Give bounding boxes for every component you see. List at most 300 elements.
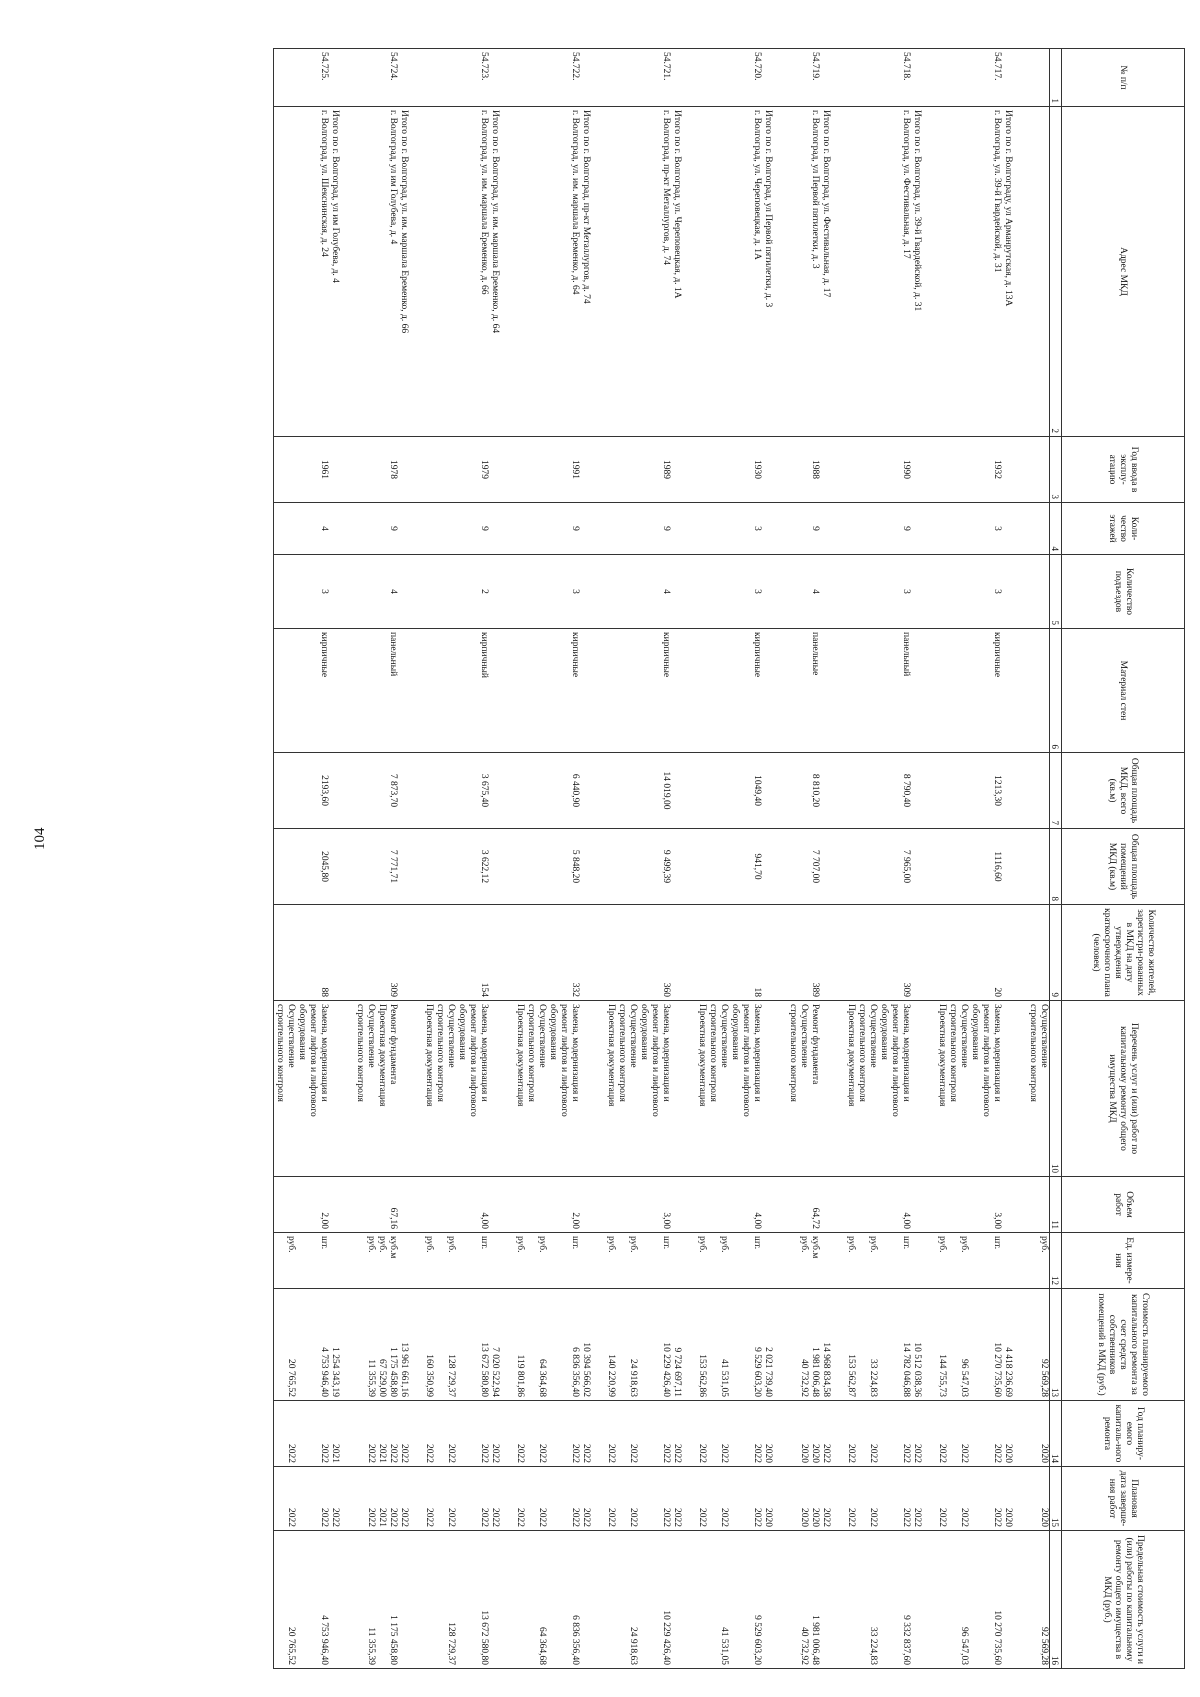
cost: 9 529 603,20: [752, 1347, 762, 1397]
empty-cell: [671, 753, 696, 829]
repair-year: 2022: [752, 1444, 762, 1463]
house-address: г. Волгоград, ул Первой пятилетки, д. 3: [810, 110, 820, 269]
total-completion-year: 2022: [330, 1508, 340, 1527]
total-area-cell: [514, 753, 580, 829]
unit: руб.: [366, 1236, 376, 1253]
empty-cell: [329, 829, 354, 905]
total-label: Итого по г. Волгоград, ул им Голубева, д. 4: [330, 110, 340, 283]
floors: 3: [992, 526, 1002, 531]
total-completion-year: 2022: [399, 1508, 409, 1527]
total-label-cell: [820, 107, 845, 437]
empty-cell: [489, 629, 514, 753]
limit-cost: [423, 1534, 434, 1665]
work-name: Проектная документация: [377, 1004, 387, 1107]
year-built: 1932: [992, 460, 1002, 479]
total-completion-year-cell: [820, 1467, 845, 1531]
residents-count: 332: [570, 982, 580, 997]
limit-cost-list-cell: [514, 1531, 580, 1669]
row-number: 54.724.: [388, 52, 398, 81]
floors: 9: [570, 526, 580, 531]
column-number-15: 15: [1050, 1467, 1062, 1531]
house-row: [787, 49, 820, 1669]
empty-cell: [671, 1177, 696, 1233]
empty-cell: [329, 437, 354, 503]
empty-cell: [329, 753, 354, 829]
cost-list-cell: [936, 1289, 1002, 1401]
column-header-15: Плановая дата заверше-ния работ: [1062, 1467, 1185, 1531]
empty-cell: [911, 49, 936, 107]
house-row: [423, 49, 489, 1669]
unit-cell: [1027, 1233, 1050, 1289]
rotated-table-wrapper: [55, 48, 1185, 1668]
empty-cell: [489, 1531, 514, 1669]
empty-cell: [820, 555, 845, 629]
empty-cell: [1027, 437, 1050, 503]
empty-cell: [580, 1233, 605, 1289]
unit: руб.: [799, 1236, 809, 1253]
empty-cell: [820, 503, 845, 555]
work-list-cell: [514, 1001, 580, 1177]
total-cost: 7 020 522,94: [490, 1347, 500, 1397]
column-header-10: Перечень услуг и (или) работ по капитальному ремонту общего имущества МКД: [1062, 1001, 1185, 1177]
cost: 14 782 046,88: [901, 1342, 911, 1397]
volume: [707, 1180, 729, 1229]
unit: шт.: [319, 1236, 329, 1250]
premises-area: 1116,60: [992, 851, 1002, 882]
wall-material-cell: [423, 629, 489, 753]
work-name: Замена, модернизация и ремонт лифтов и лифтового оборудования: [970, 1004, 1002, 1117]
empty-cell: [1002, 829, 1027, 905]
repair-year: 2020: [1039, 1444, 1049, 1463]
floors: 3: [752, 526, 762, 531]
empty-cell: [762, 1001, 787, 1177]
cost: 13 672 580,80: [479, 1342, 489, 1397]
entrances: 4: [388, 589, 398, 594]
empty-cell: [398, 555, 423, 629]
address-cell: [696, 107, 762, 437]
total-repair-year-cell: [762, 1401, 787, 1467]
work-list-cell: [423, 1001, 489, 1177]
unit-list-cell: [696, 1233, 762, 1289]
column-header-12: Ед. измере-ния: [1062, 1233, 1185, 1289]
unit: руб.: [424, 1236, 434, 1253]
column-header-7: Общая площадь МКД, всего (кв.м): [1062, 753, 1185, 829]
repair-year: 2021: [377, 1444, 387, 1463]
entrances-cell: [696, 555, 762, 629]
premises-area-cell: [514, 829, 580, 905]
cost: 6 836 356,40: [570, 1347, 580, 1397]
total-row: [489, 49, 514, 1669]
unit: руб.: [515, 1236, 525, 1253]
premises-area: 941,70: [752, 853, 762, 880]
unit: руб.: [1039, 1236, 1049, 1253]
cost: 40 732,92: [799, 1359, 809, 1397]
work-name: Проектная документация: [606, 1004, 616, 1107]
residents-count: 309: [901, 982, 911, 997]
column-number-7: 7: [1050, 753, 1062, 829]
column-number-8: 8: [1050, 829, 1062, 905]
total-area: 2193,60: [319, 775, 329, 806]
empty-cell: [398, 49, 423, 107]
entrances: 3: [752, 589, 762, 594]
residents-cell: [696, 905, 762, 1001]
year-built: 1988: [810, 460, 820, 479]
total-completion-year-cell: [398, 1467, 423, 1531]
completion-year: 2022: [515, 1508, 525, 1527]
total-completion-year: 2022: [821, 1508, 831, 1527]
row-number-cell: [787, 49, 820, 107]
year-built-cell: [845, 437, 911, 503]
total-row: [820, 49, 845, 1669]
row-number-cell: [354, 49, 398, 107]
total-completion-year: 2020: [1003, 1508, 1013, 1527]
completion-year-cell: [1027, 1467, 1050, 1531]
wall-material-cell: [354, 629, 398, 753]
house-address: г. Волгоград, ул. Шекснинская, д. 24: [319, 110, 329, 257]
unit: шт.: [992, 1236, 1002, 1250]
premises-area: 2045,80: [319, 851, 329, 882]
residents-cell: [605, 905, 671, 1001]
limit-cost: [605, 1534, 616, 1665]
volume: 2,00: [570, 1212, 580, 1229]
volume: 3,00: [992, 1212, 1002, 1229]
work-name: Замена, модернизация и ремонт лифтов и лифтового оборудования: [297, 1004, 329, 1117]
limit-cost-list-cell: [696, 1531, 762, 1669]
empty-cell: [1002, 437, 1027, 503]
empty-cell: [329, 1001, 354, 1177]
row-number: 54.719.: [810, 52, 820, 81]
unit-list-cell: [274, 1233, 330, 1289]
empty-cell: [329, 555, 354, 629]
empty-cell: [489, 1177, 514, 1233]
year-built-cell: [423, 437, 489, 503]
empty-cell: [671, 629, 696, 753]
premises-area-cell: [605, 829, 671, 905]
column-number-4: 4: [1050, 503, 1062, 555]
total-completion-year-cell: [1002, 1467, 1027, 1531]
volume: [696, 1180, 707, 1229]
entrances: 3: [319, 589, 329, 594]
cost: 10 229 426,40: [661, 1342, 671, 1397]
column-number-9: 9: [1050, 905, 1062, 1001]
unit: руб.: [377, 1236, 387, 1253]
empty-cell: [762, 629, 787, 753]
year-built: 1979: [479, 460, 489, 479]
completion-year-list-cell: [696, 1467, 762, 1531]
floors: 9: [901, 526, 911, 531]
empty-cell: [489, 753, 514, 829]
entrances-cell: [354, 555, 398, 629]
column-header-2: Адрес МКД: [1062, 107, 1185, 437]
floors-cell: [514, 503, 580, 555]
cost: 119 801,86: [515, 1354, 525, 1397]
unit: руб.: [959, 1236, 969, 1253]
entrances: 2: [479, 589, 489, 594]
cost: 10 270 735,60: [992, 1342, 1002, 1397]
work-list-cell: [696, 1001, 762, 1177]
volume: [845, 1180, 856, 1229]
repair-year: 2022: [606, 1444, 616, 1463]
cost: 1 981 006,48: [810, 1347, 820, 1397]
floors-cell: [936, 503, 1002, 555]
row-number: 54.722.: [570, 52, 580, 81]
empty-cell: [1027, 829, 1050, 905]
premises-area-cell: [787, 829, 820, 905]
empty-cell: [671, 829, 696, 905]
column-number-11: 11: [1050, 1177, 1062, 1233]
work-list-cell: [845, 1001, 911, 1177]
row-number: 54.725.: [319, 52, 329, 81]
premises-area-cell: [696, 829, 762, 905]
completion-year: 2022: [868, 1508, 878, 1527]
limit-cost: [376, 1534, 387, 1665]
unit-list-cell: [514, 1233, 580, 1289]
residents-count: 20: [992, 987, 1002, 997]
wall-material: кирпичные: [992, 632, 1002, 678]
house-row: [936, 49, 1002, 1669]
wall-material-cell: [605, 629, 671, 753]
empty-cell: [580, 629, 605, 753]
table-row: [1027, 49, 1050, 1669]
total-area-cell: [936, 753, 1002, 829]
total-repair-year-cell: [911, 1401, 936, 1467]
volume: 64,72: [810, 1207, 820, 1229]
premises-area: 3 622,12: [479, 849, 489, 884]
empty-cell: [580, 555, 605, 629]
completion-year: 2022: [959, 1508, 969, 1527]
unit: куб.м: [810, 1236, 820, 1259]
unit: руб.: [537, 1236, 547, 1253]
floors-cell: [787, 503, 820, 555]
total-completion-year: 2022: [490, 1508, 500, 1527]
total-repair-year-cell: [398, 1401, 423, 1467]
total-completion-year: 2022: [581, 1508, 591, 1527]
entrances-cell: [423, 555, 489, 629]
total-area-cell: [787, 753, 820, 829]
wall-material-cell: [787, 629, 820, 753]
work-list-cell: [354, 1001, 398, 1177]
completion-year: 2022: [628, 1508, 638, 1527]
total-area: 6 440,90: [570, 773, 580, 808]
house-address: г. Волгоград, ул. им. маршала Еременко, д. 64: [570, 110, 580, 295]
address-cell: [787, 107, 820, 437]
wall-material: панельный: [388, 632, 398, 677]
unit: руб.: [719, 1236, 729, 1253]
cost: 92 569,28: [1039, 1359, 1049, 1397]
row-number: 54.718.: [901, 52, 911, 81]
empty-cell: [329, 49, 354, 107]
cost: 153 562,86: [697, 1354, 707, 1397]
work-name: Осуществление строительного контроля: [857, 1004, 878, 1102]
completion-year: 2022: [846, 1508, 856, 1527]
completion-year: 2022: [937, 1508, 947, 1527]
column-header-9: Количество жителей, зарегистри-рованных в МКД на дату утверждения краткосрочного плана (человек): [1062, 905, 1185, 1001]
volume: 67,16: [388, 1207, 398, 1229]
total-cost: 1 254 343,19: [330, 1347, 340, 1397]
page-number: 104: [32, 827, 48, 850]
row-number-cell: [936, 49, 1002, 107]
total-completion-year: 2022: [912, 1508, 922, 1527]
column-header-3: Год ввода в эксплу-атацию: [1062, 437, 1185, 503]
residents-cell: [354, 905, 398, 1001]
repair-year-list-cell: [354, 1401, 398, 1467]
address-cell: [354, 107, 398, 437]
work-name: Проектная документация: [424, 1004, 434, 1107]
year-built-cell: [354, 437, 398, 503]
total-row: [398, 49, 423, 1669]
wall-material: панельные: [810, 632, 820, 676]
empty-cell: [762, 905, 787, 1001]
row-number: 54.717.: [992, 52, 1002, 81]
empty-cell: [671, 49, 696, 107]
work-name: Ремонт фундамента: [388, 1004, 398, 1085]
cost-list-cell: [423, 1289, 489, 1401]
cost: 4 753 946,40: [319, 1347, 329, 1397]
total-label: Итого по г. Волгограду, ул Арманрутская, д. 13А: [1003, 110, 1013, 307]
empty-cell: [489, 49, 514, 107]
work-name: Ремонт фундамента: [810, 1004, 820, 1085]
table-body: [274, 49, 1050, 1669]
work-list-cell: [605, 1001, 671, 1177]
cost: 153 562,87: [846, 1354, 856, 1397]
empty-cell: [580, 437, 605, 503]
total-repair-year-cell: [580, 1401, 605, 1467]
limit-cost-list-cell: [845, 1531, 911, 1669]
empty-cell: [671, 905, 696, 1001]
entrances: 3: [992, 589, 1002, 594]
premises-area-cell: [354, 829, 398, 905]
empty-cell: [398, 629, 423, 753]
wall-material-cell: [274, 629, 330, 753]
empty-cell: [329, 503, 354, 555]
residents-cell: [787, 905, 820, 1001]
total-repair-year: 2022: [821, 1444, 831, 1463]
total-row: [580, 49, 605, 1669]
work-name: Замена, модернизация и ремонт лифтов и лифтового оборудования: [639, 1004, 671, 1117]
total-cost: 2 021 739,40: [763, 1347, 773, 1397]
total-repair-year: 2020: [1003, 1444, 1013, 1463]
volume: 4,00: [901, 1212, 911, 1229]
limit-cost-list-cell: [274, 1531, 330, 1669]
completion-year-list-cell: [787, 1467, 820, 1531]
unit: руб.: [606, 1236, 616, 1253]
empty-cell: [671, 1001, 696, 1177]
total-area: 1049,40: [752, 775, 762, 806]
entrances-cell: [605, 555, 671, 629]
volume: [354, 1180, 376, 1229]
cost: 1 175 458,80: [388, 1347, 398, 1397]
house-address: г. Волгоград, пр-кт Металлургов, д. 74: [661, 110, 671, 265]
limit-cost: 10 229 426,40: [661, 1610, 671, 1665]
work-list-cell: [787, 1001, 820, 1177]
empty-cell: [911, 905, 936, 1001]
total-repair-year-cell: [1002, 1401, 1027, 1467]
repair-year: 2022: [719, 1444, 729, 1463]
empty-cell: [1002, 1177, 1027, 1233]
unit-list-cell: [354, 1233, 398, 1289]
year-built-cell: [274, 437, 330, 503]
limit-cost-list-cell: [936, 1531, 1002, 1669]
residents-count: 88: [319, 987, 329, 997]
year-built: 1989: [661, 460, 671, 479]
empty-cell: [1002, 1233, 1027, 1289]
repair-year-list-cell: [514, 1401, 580, 1467]
cost-list-cell: [514, 1289, 580, 1401]
capital-repair-table: [273, 48, 1185, 1669]
volume: [605, 1180, 616, 1229]
empty-cell: [911, 437, 936, 503]
wall-material-cell: [936, 629, 1002, 753]
column-number-row: [1050, 49, 1062, 1669]
column-number-3: 3: [1050, 437, 1062, 503]
address-cell: [514, 107, 580, 437]
column-number-10: 10: [1050, 1001, 1062, 1177]
repair-year-list-cell: [696, 1401, 762, 1467]
work-name: Замена, модернизация и ремонт лифтов и лифтового оборудования: [730, 1004, 762, 1117]
repair-year-list-cell: [845, 1401, 911, 1467]
cost: 20 765,52: [286, 1359, 296, 1397]
total-area-cell: [423, 753, 489, 829]
empty-cell: [580, 1531, 605, 1669]
repair-year: 2022: [479, 1444, 489, 1463]
work-name: Осуществление строительного контроля: [788, 1004, 809, 1102]
total-completion-year-cell: [911, 1467, 936, 1531]
total-cost-cell: [329, 1289, 354, 1401]
volume: [787, 1180, 809, 1229]
floors: 9: [479, 526, 489, 531]
empty-cell: [671, 437, 696, 503]
entrances: 3: [901, 589, 911, 594]
cost: 24 918,63: [628, 1359, 638, 1397]
total-label: Итого по г. Волгоград, ул. им. маршала Еременко, д. 64: [490, 110, 500, 334]
limit-cost: 64 364,68: [537, 1627, 547, 1665]
entrances-cell: [274, 555, 330, 629]
volume: [434, 1180, 456, 1229]
residents-count: 18: [752, 987, 762, 997]
row-number-cell: [845, 49, 911, 107]
wall-material: панельный: [901, 632, 911, 677]
total-cost-cell: [671, 1289, 696, 1401]
residents-count: 154: [479, 982, 489, 997]
empty-cell: [580, 829, 605, 905]
repair-year: 2022: [937, 1444, 947, 1463]
column-number-14: 14: [1050, 1401, 1062, 1467]
empty-cell: [762, 555, 787, 629]
repair-year-list-cell: [274, 1401, 330, 1467]
premises-area: 7 771,71: [388, 849, 398, 884]
total-completion-year-cell: [580, 1467, 605, 1531]
cost-list-cell: [354, 1289, 398, 1401]
work-list-cell: [274, 1001, 330, 1177]
work-name: Проектная документация: [515, 1004, 525, 1107]
volume: [856, 1180, 878, 1229]
premises-area-cell: [845, 829, 911, 905]
cost-list-cell: [845, 1289, 911, 1401]
repair-year: 2022: [901, 1444, 911, 1463]
total-area-cell: [354, 753, 398, 829]
wall-material-cell: [696, 629, 762, 753]
completion-year-list-cell: [514, 1467, 580, 1531]
completion-year: 2022: [992, 1508, 1002, 1527]
empty-cell: [911, 829, 936, 905]
unit: руб.: [446, 1236, 456, 1253]
total-cost-cell: [398, 1289, 423, 1401]
empty-cell: [398, 1177, 423, 1233]
completion-year-list-cell: [845, 1467, 911, 1531]
empty-cell: [911, 1001, 936, 1177]
empty-cell: [820, 1233, 845, 1289]
volume-list-cell: [605, 1177, 671, 1233]
